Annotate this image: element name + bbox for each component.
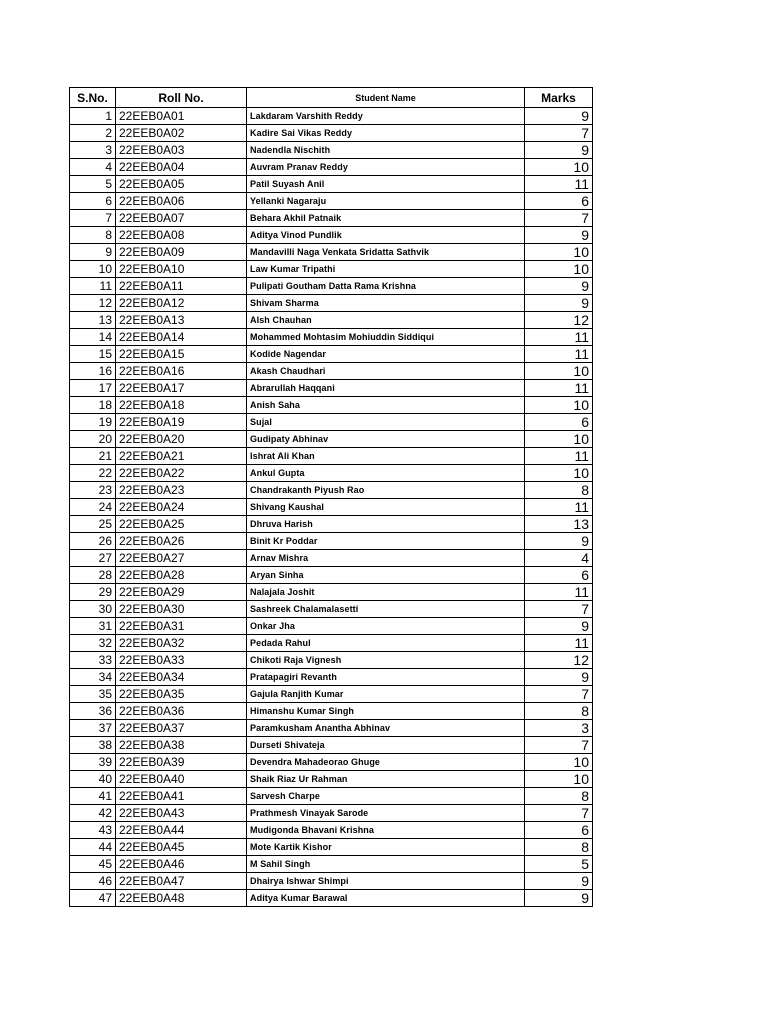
table-body xyxy=(70,108,593,907)
marks-cell: 10 xyxy=(525,244,593,261)
serial-number-cell: 5 xyxy=(70,176,116,193)
serial-number-cell: 41 xyxy=(70,788,116,805)
student-name-cell: Sujal xyxy=(247,414,525,431)
student-name-cell: Abrarullah Haqqani xyxy=(247,380,525,397)
student-name-cell: M Sahil Singh xyxy=(247,856,525,873)
table-row xyxy=(70,550,593,567)
marks-cell: 11 xyxy=(525,380,593,397)
marks-cell: 12 xyxy=(525,312,593,329)
serial-number-cell: 13 xyxy=(70,312,116,329)
serial-number-cell: 3 xyxy=(70,142,116,159)
marks-cell: 3 xyxy=(525,720,593,737)
serial-number-cell: 42 xyxy=(70,805,116,822)
student-name-cell: Shivang Kaushal xyxy=(247,499,525,516)
serial-number-cell: 17 xyxy=(70,380,116,397)
serial-number-cell: 9 xyxy=(70,244,116,261)
roll-number-cell: 22EEB0A33 xyxy=(116,652,247,669)
marks-cell: 6 xyxy=(525,567,593,584)
student-name-cell: Kodide Nagendar xyxy=(247,346,525,363)
serial-number-cell: 34 xyxy=(70,669,116,686)
marks-cell: 8 xyxy=(525,839,593,856)
student-name-cell: Ishrat Ali Khan xyxy=(247,448,525,465)
serial-number-cell: 25 xyxy=(70,516,116,533)
roll-number-cell: 22EEB0A03 xyxy=(116,142,247,159)
roll-number-cell: 22EEB0A45 xyxy=(116,839,247,856)
table-row xyxy=(70,329,593,346)
student-name-cell: Chikoti Raja Vignesh xyxy=(247,652,525,669)
serial-number-cell: 16 xyxy=(70,363,116,380)
roll-number-cell: 22EEB0A40 xyxy=(116,771,247,788)
roll-number-cell: 22EEB0A28 xyxy=(116,567,247,584)
table-row xyxy=(70,448,593,465)
serial-number-cell: 45 xyxy=(70,856,116,873)
roll-number-cell: 22EEB0A17 xyxy=(116,380,247,397)
serial-number-cell: 7 xyxy=(70,210,116,227)
student-name-cell: Mandavilli Naga Venkata Sridatta Sathvik xyxy=(247,244,525,261)
marks-cell: 9 xyxy=(525,295,593,312)
student-name-cell: Durseti Shivateja xyxy=(247,737,525,754)
table-row xyxy=(70,618,593,635)
roll-number-cell: 22EEB0A12 xyxy=(116,295,247,312)
serial-number-cell: 33 xyxy=(70,652,116,669)
roll-number-cell: 22EEB0A13 xyxy=(116,312,247,329)
marks-cell: 10 xyxy=(525,159,593,176)
student-name-cell: Dhruva Harish xyxy=(247,516,525,533)
marks-cell: 9 xyxy=(525,669,593,686)
serial-number-cell: 27 xyxy=(70,550,116,567)
table-row xyxy=(70,652,593,669)
serial-number-cell: 28 xyxy=(70,567,116,584)
roll-number-cell: 22EEB0A21 xyxy=(116,448,247,465)
student-name-cell: Binit Kr Poddar xyxy=(247,533,525,550)
marks-cell: 8 xyxy=(525,703,593,720)
table-row xyxy=(70,380,593,397)
table-row xyxy=(70,669,593,686)
table-row xyxy=(70,176,593,193)
marks-cell: 8 xyxy=(525,788,593,805)
roll-number-cell: 22EEB0A20 xyxy=(116,431,247,448)
marks-cell: 9 xyxy=(525,227,593,244)
marks-cell: 7 xyxy=(525,125,593,142)
marks-cell: 7 xyxy=(525,601,593,618)
marks-cell: 9 xyxy=(525,142,593,159)
roll-number-cell: 22EEB0A05 xyxy=(116,176,247,193)
student-name-cell: Pratapagiri Revanth xyxy=(247,669,525,686)
serial-number-cell: 37 xyxy=(70,720,116,737)
student-name-cell: Behara Akhil Patnaik xyxy=(247,210,525,227)
student-name-cell: Gudipaty Abhinav xyxy=(247,431,525,448)
student-name-cell: Akash Chaudhari xyxy=(247,363,525,380)
roll-number-cell: 22EEB0A39 xyxy=(116,754,247,771)
marks-cell: 7 xyxy=(525,686,593,703)
roll-number-cell: 22EEB0A10 xyxy=(116,261,247,278)
serial-number-cell: 44 xyxy=(70,839,116,856)
marks-cell: 11 xyxy=(525,635,593,652)
student-name-cell: Devendra Mahadeorao Ghuge xyxy=(247,754,525,771)
table-row xyxy=(70,363,593,380)
table-row xyxy=(70,839,593,856)
roll-number-cell: 22EEB0A01 xyxy=(116,108,247,125)
table-row xyxy=(70,754,593,771)
marks-table xyxy=(69,87,593,907)
roll-number-cell: 22EEB0A16 xyxy=(116,363,247,380)
student-name-cell: Aditya Vinod Pundlik xyxy=(247,227,525,244)
marks-cell: 10 xyxy=(525,261,593,278)
header-sno: S.No. xyxy=(70,88,116,108)
roll-number-cell: 22EEB0A29 xyxy=(116,584,247,601)
student-name-cell: Mote Kartik Kishor xyxy=(247,839,525,856)
roll-number-cell: 22EEB0A19 xyxy=(116,414,247,431)
serial-number-cell: 24 xyxy=(70,499,116,516)
roll-number-cell: 22EEB0A36 xyxy=(116,703,247,720)
serial-number-cell: 6 xyxy=(70,193,116,210)
serial-number-cell: 10 xyxy=(70,261,116,278)
serial-number-cell: 18 xyxy=(70,397,116,414)
roll-number-cell: 22EEB0A07 xyxy=(116,210,247,227)
marks-cell: 6 xyxy=(525,822,593,839)
serial-number-cell: 19 xyxy=(70,414,116,431)
serial-number-cell: 46 xyxy=(70,873,116,890)
serial-number-cell: 12 xyxy=(70,295,116,312)
student-name-cell: Paramkusham Anantha Abhinav xyxy=(247,720,525,737)
student-name-cell: Yellanki Nagaraju xyxy=(247,193,525,210)
header-roll-no: Roll No. xyxy=(116,88,247,108)
marks-cell: 9 xyxy=(525,890,593,907)
student-name-cell: Ankul Gupta xyxy=(247,465,525,482)
marks-cell: 11 xyxy=(525,346,593,363)
roll-number-cell: 22EEB0A46 xyxy=(116,856,247,873)
roll-number-cell: 22EEB0A14 xyxy=(116,329,247,346)
roll-number-cell: 22EEB0A22 xyxy=(116,465,247,482)
roll-number-cell: 22EEB0A18 xyxy=(116,397,247,414)
table-row xyxy=(70,533,593,550)
roll-number-cell: 22EEB0A48 xyxy=(116,890,247,907)
roll-number-cell: 22EEB0A43 xyxy=(116,805,247,822)
table-row xyxy=(70,346,593,363)
student-name-cell: Arnav Mishra xyxy=(247,550,525,567)
roll-number-cell: 22EEB0A08 xyxy=(116,227,247,244)
marks-cell: 10 xyxy=(525,397,593,414)
table-row xyxy=(70,431,593,448)
student-name-cell: Mohammed Mohtasim Mohiuddin Siddiqui xyxy=(247,329,525,346)
serial-number-cell: 38 xyxy=(70,737,116,754)
student-name-cell: Nadendla Nischith xyxy=(247,142,525,159)
student-name-cell: Onkar Jha xyxy=(247,618,525,635)
student-name-cell: Pedada Rahul xyxy=(247,635,525,652)
serial-number-cell: 47 xyxy=(70,890,116,907)
serial-number-cell: 4 xyxy=(70,159,116,176)
roll-number-cell: 22EEB0A41 xyxy=(116,788,247,805)
marks-cell: 7 xyxy=(525,737,593,754)
student-name-cell: Kadire Sai Vikas Reddy xyxy=(247,125,525,142)
serial-number-cell: 36 xyxy=(70,703,116,720)
table-row xyxy=(70,312,593,329)
student-name-cell: Dhairya Ishwar Shimpi xyxy=(247,873,525,890)
table-row xyxy=(70,516,593,533)
roll-number-cell: 22EEB0A44 xyxy=(116,822,247,839)
roll-number-cell: 22EEB0A32 xyxy=(116,635,247,652)
student-name-cell: Mudigonda Bhavani Krishna xyxy=(247,822,525,839)
table-row xyxy=(70,856,593,873)
marks-cell: 12 xyxy=(525,652,593,669)
student-name-cell: Sarvesh Charpe xyxy=(247,788,525,805)
student-name-cell: Chandrakanth Piyush Rao xyxy=(247,482,525,499)
student-name-cell: Aditya Kumar Barawal xyxy=(247,890,525,907)
marks-cell: 10 xyxy=(525,431,593,448)
student-name-cell: Sashreek Chalamalasetti xyxy=(247,601,525,618)
serial-number-cell: 11 xyxy=(70,278,116,295)
table-row xyxy=(70,720,593,737)
table-row xyxy=(70,890,593,907)
student-name-cell: Law Kumar Tripathi xyxy=(247,261,525,278)
marks-cell: 10 xyxy=(525,771,593,788)
student-name-cell: Pulipati Goutham Datta Rama Krishna xyxy=(247,278,525,295)
student-name-cell: Lakdaram Varshith Reddy xyxy=(247,108,525,125)
roll-number-cell: 22EEB0A04 xyxy=(116,159,247,176)
table-row xyxy=(70,465,593,482)
student-name-cell: Anish Saha xyxy=(247,397,525,414)
serial-number-cell: 31 xyxy=(70,618,116,635)
marks-cell: 11 xyxy=(525,448,593,465)
marks-cell: 9 xyxy=(525,618,593,635)
serial-number-cell: 26 xyxy=(70,533,116,550)
marks-cell: 9 xyxy=(525,278,593,295)
marks-cell: 7 xyxy=(525,210,593,227)
marks-cell: 9 xyxy=(525,533,593,550)
marks-cell: 4 xyxy=(525,550,593,567)
serial-number-cell: 15 xyxy=(70,346,116,363)
student-name-cell: Gajula Ranjith Kumar xyxy=(247,686,525,703)
serial-number-cell: 29 xyxy=(70,584,116,601)
roll-number-cell: 22EEB0A11 xyxy=(116,278,247,295)
roll-number-cell: 22EEB0A37 xyxy=(116,720,247,737)
roll-number-cell: 22EEB0A30 xyxy=(116,601,247,618)
table-row xyxy=(70,227,593,244)
serial-number-cell: 8 xyxy=(70,227,116,244)
student-name-cell: Alsh Chauhan xyxy=(247,312,525,329)
header-row xyxy=(70,88,593,108)
marks-cell: 8 xyxy=(525,482,593,499)
table-row xyxy=(70,295,593,312)
marks-cell: 11 xyxy=(525,499,593,516)
header-student-name: Student Name xyxy=(247,88,525,108)
table-row xyxy=(70,873,593,890)
roll-number-cell: 22EEB0A31 xyxy=(116,618,247,635)
marks-cell: 5 xyxy=(525,856,593,873)
serial-number-cell: 2 xyxy=(70,125,116,142)
serial-number-cell: 22 xyxy=(70,465,116,482)
table-row xyxy=(70,567,593,584)
roll-number-cell: 22EEB0A47 xyxy=(116,873,247,890)
serial-number-cell: 21 xyxy=(70,448,116,465)
student-name-cell: Patil Suyash Anil xyxy=(247,176,525,193)
student-name-cell: Auvram Pranav Reddy xyxy=(247,159,525,176)
table-row xyxy=(70,159,593,176)
table-row xyxy=(70,822,593,839)
table-row xyxy=(70,771,593,788)
roll-number-cell: 22EEB0A35 xyxy=(116,686,247,703)
table-row xyxy=(70,601,593,618)
student-name-cell: Nalajala Joshit xyxy=(247,584,525,601)
table-row xyxy=(70,737,593,754)
marks-cell: 10 xyxy=(525,754,593,771)
marks-cell: 10 xyxy=(525,363,593,380)
table-row xyxy=(70,278,593,295)
table-row xyxy=(70,788,593,805)
serial-number-cell: 39 xyxy=(70,754,116,771)
header-marks: Marks xyxy=(525,88,593,108)
serial-number-cell: 1 xyxy=(70,108,116,125)
table-row xyxy=(70,108,593,125)
table-row xyxy=(70,397,593,414)
marks-cell: 9 xyxy=(525,108,593,125)
table-row xyxy=(70,805,593,822)
table-row xyxy=(70,703,593,720)
student-name-cell: Shaik Riaz Ur Rahman xyxy=(247,771,525,788)
student-name-cell: Aryan Sinha xyxy=(247,567,525,584)
marks-cell: 6 xyxy=(525,414,593,431)
student-name-cell: Himanshu Kumar Singh xyxy=(247,703,525,720)
table-row xyxy=(70,261,593,278)
roll-number-cell: 22EEB0A06 xyxy=(116,193,247,210)
marks-cell: 7 xyxy=(525,805,593,822)
student-name-cell: Prathmesh Vinayak Sarode xyxy=(247,805,525,822)
serial-number-cell: 40 xyxy=(70,771,116,788)
roll-number-cell: 22EEB0A27 xyxy=(116,550,247,567)
serial-number-cell: 32 xyxy=(70,635,116,652)
serial-number-cell: 30 xyxy=(70,601,116,618)
roll-number-cell: 22EEB0A25 xyxy=(116,516,247,533)
table-row xyxy=(70,635,593,652)
roll-number-cell: 22EEB0A02 xyxy=(116,125,247,142)
table-row xyxy=(70,244,593,261)
marks-cell: 11 xyxy=(525,176,593,193)
roll-number-cell: 22EEB0A38 xyxy=(116,737,247,754)
serial-number-cell: 43 xyxy=(70,822,116,839)
roll-number-cell: 22EEB0A15 xyxy=(116,346,247,363)
table-row xyxy=(70,584,593,601)
marks-cell: 9 xyxy=(525,873,593,890)
roll-number-cell: 22EEB0A23 xyxy=(116,482,247,499)
roll-number-cell: 22EEB0A09 xyxy=(116,244,247,261)
serial-number-cell: 35 xyxy=(70,686,116,703)
roll-number-cell: 22EEB0A24 xyxy=(116,499,247,516)
table-row xyxy=(70,125,593,142)
roll-number-cell: 22EEB0A26 xyxy=(116,533,247,550)
marks-cell: 6 xyxy=(525,193,593,210)
marks-cell: 10 xyxy=(525,465,593,482)
table-row xyxy=(70,193,593,210)
marks-cell: 11 xyxy=(525,584,593,601)
marks-cell: 11 xyxy=(525,329,593,346)
serial-number-cell: 23 xyxy=(70,482,116,499)
table-row xyxy=(70,414,593,431)
table-row xyxy=(70,499,593,516)
table-row xyxy=(70,142,593,159)
table-row xyxy=(70,210,593,227)
student-name-cell: Shivam Sharma xyxy=(247,295,525,312)
marks-sheet xyxy=(69,87,593,907)
serial-number-cell: 14 xyxy=(70,329,116,346)
table-row xyxy=(70,482,593,499)
table-row xyxy=(70,686,593,703)
marks-cell: 13 xyxy=(525,516,593,533)
roll-number-cell: 22EEB0A34 xyxy=(116,669,247,686)
serial-number-cell: 20 xyxy=(70,431,116,448)
